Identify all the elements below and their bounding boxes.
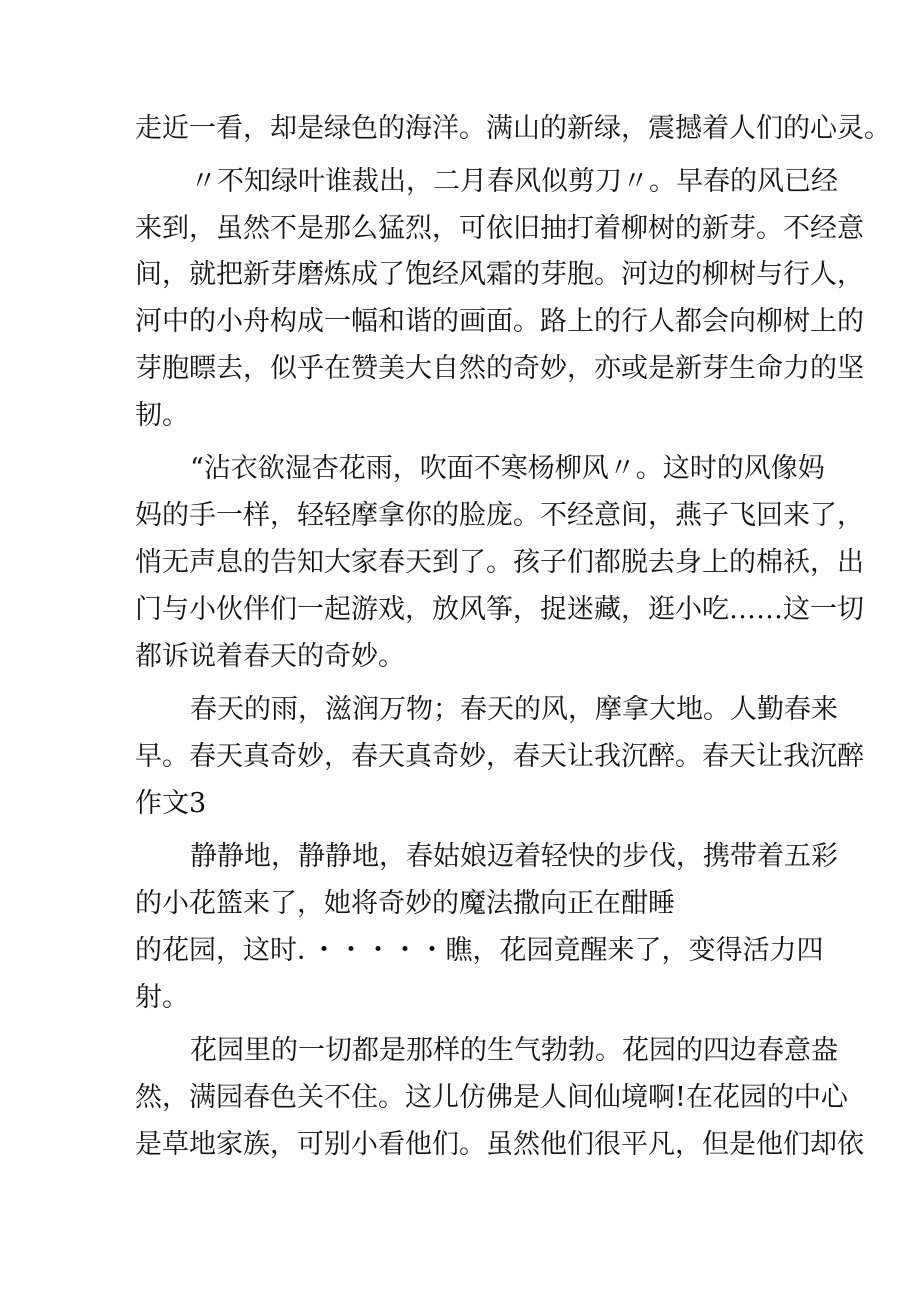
text-line: 射。 bbox=[135, 982, 189, 1013]
text-line: 来到，虽然不是那么猛烈，可依旧抽打着柳树的新芽。不经意 bbox=[135, 213, 864, 244]
text-line: 〃不知绿叶谁裁出，二月春风似剪刀〃。早春的风已经 bbox=[190, 166, 838, 197]
text-line: 悄无声息的告知大家春天到了。孩子们都脱去身上的棉袄，出 bbox=[135, 547, 864, 578]
text-line: 韧。 bbox=[135, 400, 189, 431]
text-line: 走近一看，却是绿色的海洋。满山的新绿，震撼着人们的心灵。 bbox=[135, 113, 891, 144]
text-line: 的小花篮来了，她将奇妙的魔法撒向正在酣睡 bbox=[135, 888, 675, 919]
text-line: 都诉说着春天的奇妙。 bbox=[135, 641, 405, 672]
text-line: “沾衣欲湿杏花雨，吹面不寒杨柳风〃。这时的风像妈 bbox=[190, 453, 825, 484]
text-line: 春天的雨，滋润万物；春天的风，摩拿大地。人勤春来 bbox=[190, 694, 838, 725]
text-line: 门与小伙伴们一起游戏，放风筝，捉迷藏，逛小吃……这一切 bbox=[135, 594, 864, 625]
text-line: 静静地，静静地，春姑娘迈着轻快的步伐，携带着五彩 bbox=[190, 841, 838, 872]
text-line: 妈的手一样，轻轻摩拿你的脸庞。不经意间，燕子飞回来了， bbox=[135, 500, 864, 531]
text-line: 芽胞瞟去，似乎在赞美大自然的奇妙，亦或是新芽生命力的坚 bbox=[135, 353, 864, 384]
text-line: 间，就把新芽磨炼成了饱经风霜的芽胞。河边的柳树与行人， bbox=[135, 259, 864, 290]
text-line: 是草地家族，可别小看他们。虽然他们很平凡，但是他们却依 bbox=[135, 1129, 864, 1160]
text-line: 的花园，这时．・・・・・瞧，花园竟醒来了，变得活力四 bbox=[135, 935, 824, 966]
section-heading: 作文3 bbox=[135, 788, 207, 819]
text-line: 河中的小舟构成一幅和谐的画面。路上的行人都会向柳树上的 bbox=[135, 306, 864, 337]
text-line: 然，满园春色关不住。这儿仿佛是人间仙境啊!在花园的中心 bbox=[135, 1082, 848, 1113]
text-line: 早。春天真奇妙，春天真奇妙，春天让我沉醉。春天让我沉醉 bbox=[135, 741, 864, 772]
text-line: 花园里的一切都是那样的生气勃勃。花园的四边春意盎 bbox=[190, 1035, 838, 1066]
